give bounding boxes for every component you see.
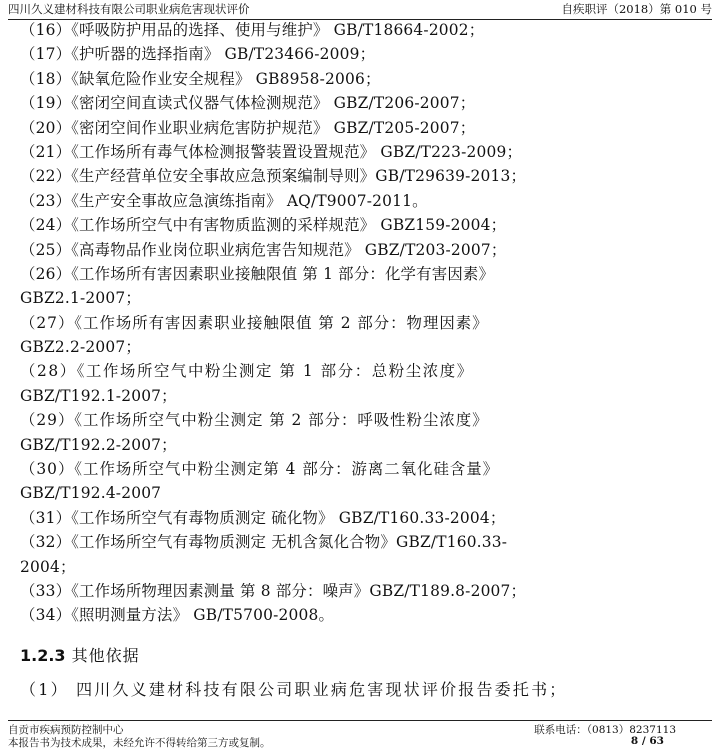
reference-line: GBZ2.1-2007； <box>20 289 141 308</box>
reference-line: （19）《密闭空间直读式仪器气体检测规范》 GBZ/T206-2007； <box>20 94 476 113</box>
footer-divider <box>8 720 712 721</box>
basis-item: （1） 四川久义建材科技有限公司职业病危害现状评价报告委托书； <box>20 679 568 699</box>
reference-line: （32）《工作场所空气有毒物质测定 无机含氮化合物》GBZ/T160.33- <box>20 533 508 552</box>
footer-notice: 本报告书为技术成果，未经允许不得转给第三方或复制。 <box>8 737 271 749</box>
header-report-number: 自疾职评（2018）第 010 号 <box>561 2 712 16</box>
footer-notice-row <box>8 735 664 750</box>
reference-line: （26）《工作场所有害因素职业接触限值 第 1 部分：化学有害因素》 <box>20 264 495 283</box>
reference-line: GBZ/T192.1-2007； <box>20 386 177 405</box>
reference-line: （16）《呼吸防护用品的选择、使用与维护》 GB/T18664-2002； <box>20 21 485 39</box>
reference-line: 2004； <box>20 557 76 576</box>
footer-phone: 联系电话：（0813）8237113 <box>534 724 676 736</box>
reference-line: （20）《密闭空间作业职业病危害防护规范》 GBZ/T205-2007； <box>20 118 476 137</box>
reference-line: （33）《工作场所物理因素测量 第 8 部分：噪声》GBZ/T189.8-2007； <box>20 581 527 600</box>
reference-line: GBZ/T192.2-2007； <box>20 435 177 454</box>
reference-line: （34）《照明测量方法》 GB/T5700-2008。 <box>20 606 335 625</box>
reference-line: （17）《护听器的选择指南》 GB/T23466-2009； <box>20 45 376 64</box>
page-number: 8 / 63 <box>630 735 664 747</box>
reference-line: （21）《工作场所有毒气体检测报警装置设置规范》 GBZ/T223-2009； <box>20 142 523 161</box>
footer-organization: 自贡市疾病预防控制中心 <box>8 724 124 736</box>
section-title: 其他依据 <box>71 645 140 665</box>
reference-line: （23）《生产安全事故应急演练指南》 AQ/T9007-2011。 <box>20 191 428 210</box>
reference-line: （22）《生产经营单位安全事故应急预案编制导则》GB/T29639-2013； <box>20 167 527 186</box>
reference-line: （31）《工作场所空气有毒物质测定 硫化物》 GBZ/T160.33-2004； <box>20 508 506 527</box>
reference-line: （30）《工作场所空气中粉尘测定第 4 部分：游离二氧化硅含量》 <box>20 460 500 479</box>
reference-line: （29）《工作场所空气中粉尘测定 第 2 部分：呼吸性粉尘浓度》 <box>20 411 489 430</box>
reference-line: （27）《工作场所有害因素职业接触限值 第 2 部分：物理因素》 <box>20 313 489 332</box>
reference-line: （18）《缺氧危险作业安全规程》 GB8958-2006； <box>20 69 381 88</box>
section-heading <box>20 642 696 670</box>
reference-line: GBZ2.2-2007； <box>20 338 141 357</box>
section-number: 1.2.3 <box>20 645 66 665</box>
reference-line: GBZ/T192.4-2007 <box>20 484 162 503</box>
reference-line: （25）《高毒物品作业岗位职业病危害告知规范》 GBZ/T203-2007； <box>20 240 507 259</box>
page-header <box>8 0 712 20</box>
header-report-title: 四川久义建材科技有限公司职业病危害现状评价 <box>8 2 250 16</box>
reference-line: （24）《工作场所空气中有害物质监测的采样规范》 GBZ159-2004； <box>20 216 507 235</box>
document-body <box>20 18 696 704</box>
reference-line: （28）《工作场所空气中粉尘测定 第 1 部分：总粉尘浓度》 <box>20 362 474 381</box>
